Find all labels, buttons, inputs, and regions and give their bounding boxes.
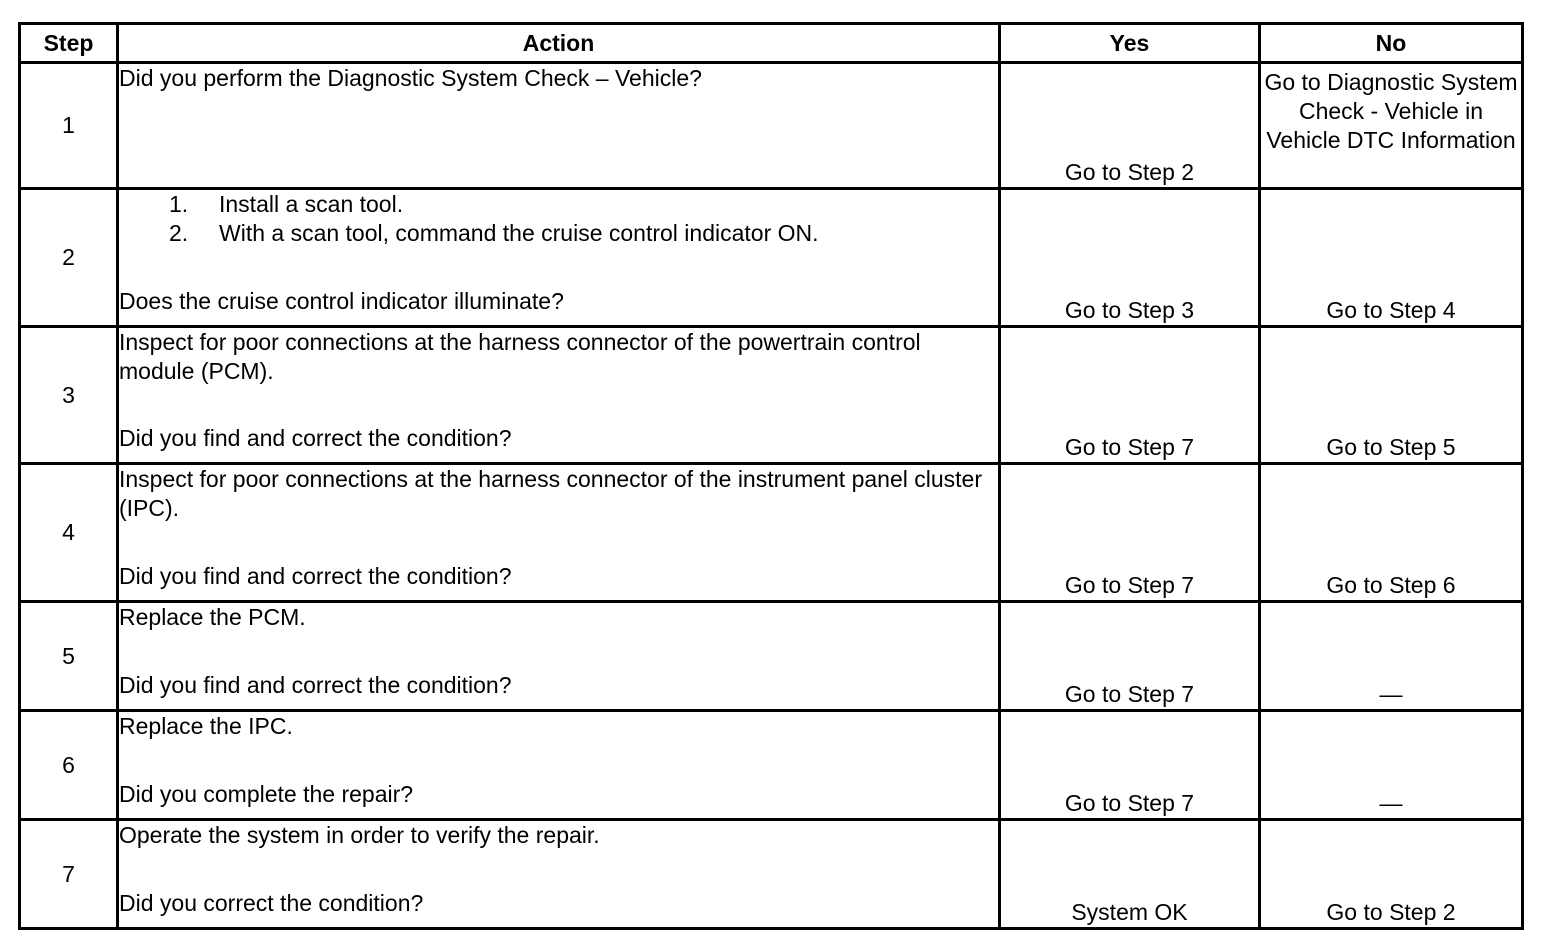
step-number: 6 [20,711,118,820]
action-substeps [119,190,998,248]
action-cell [118,602,1000,711]
substep-text: With a scan tool, command the cruise control indicator ON. [219,220,819,246]
substep-text: Install a scan tool. [219,191,404,217]
action-text: Replace the IPC. [119,713,293,739]
header-no: No [1260,24,1523,63]
diagnostic-table [18,22,1524,930]
step-number: 2 [20,189,118,327]
list-item [169,219,998,248]
no-cell: Go to Step 6 [1260,464,1523,602]
yes-cell: Go to Step 7 [1000,711,1260,820]
table-row [20,602,1523,711]
table-row [20,327,1523,464]
step-number: 3 [20,327,118,464]
yes-cell: System OK [1000,820,1260,929]
table-row [20,820,1523,929]
table-row [20,63,1523,189]
yes-cell: Go to Step 3 [1000,189,1260,327]
action-question: Did you correct the condition? [119,890,424,916]
no-cell: Go to Step 5 [1260,327,1523,464]
action-cell [118,327,1000,464]
table-row [20,189,1523,327]
action-question: Does the cruise control indicator illuminate? [119,288,564,314]
yes-cell: Go to Step 7 [1000,327,1260,464]
step-number: 7 [20,820,118,929]
action-question: Did you complete the repair? [119,781,414,807]
action-cell [118,711,1000,820]
header-step: Step [20,24,118,63]
yes-cell: Go to Step 7 [1000,464,1260,602]
action-text: Replace the PCM. [119,604,306,630]
yes-cell: Go to Step 2 [1000,63,1260,189]
step-number: 4 [20,464,118,602]
action-question: Did you find and correct the condition? [119,563,512,589]
table-row [20,711,1523,820]
substep-number: 1. [169,191,189,217]
no-cell: Go to Step 2 [1260,820,1523,929]
step-number: 1 [20,63,118,189]
header-yes: Yes [1000,24,1260,63]
action-text: Inspect for poor connections at the harness connector of the instrument panel cluster (IPC). [119,466,982,521]
action-text: Inspect for poor connections at the harness connector of the powertrain control module (PCM). [119,329,921,384]
table-row [20,464,1523,602]
substep-number: 2. [169,220,189,246]
list-item [169,190,998,219]
action-question: Did you find and correct the condition? [119,672,512,698]
action-cell [118,189,1000,327]
action-text: Did you perform the Diagnostic System Check – Vehicle? [119,65,702,91]
step-number: 5 [20,602,118,711]
no-cell: Go to Diagnostic System Check - Vehicle in Vehicle DTC Information [1260,63,1523,189]
action-cell [118,820,1000,929]
action-question: Did you find and correct the condition? [119,425,512,451]
header-row [20,24,1523,63]
action-text: Operate the system in order to verify the repair. [119,822,600,848]
no-cell: Go to Step 4 [1260,189,1523,327]
no-cell: — [1260,602,1523,711]
yes-cell: Go to Step 7 [1000,602,1260,711]
header-action: Action [118,24,1000,63]
action-cell [118,63,1000,189]
action-cell [118,464,1000,602]
no-cell: — [1260,711,1523,820]
